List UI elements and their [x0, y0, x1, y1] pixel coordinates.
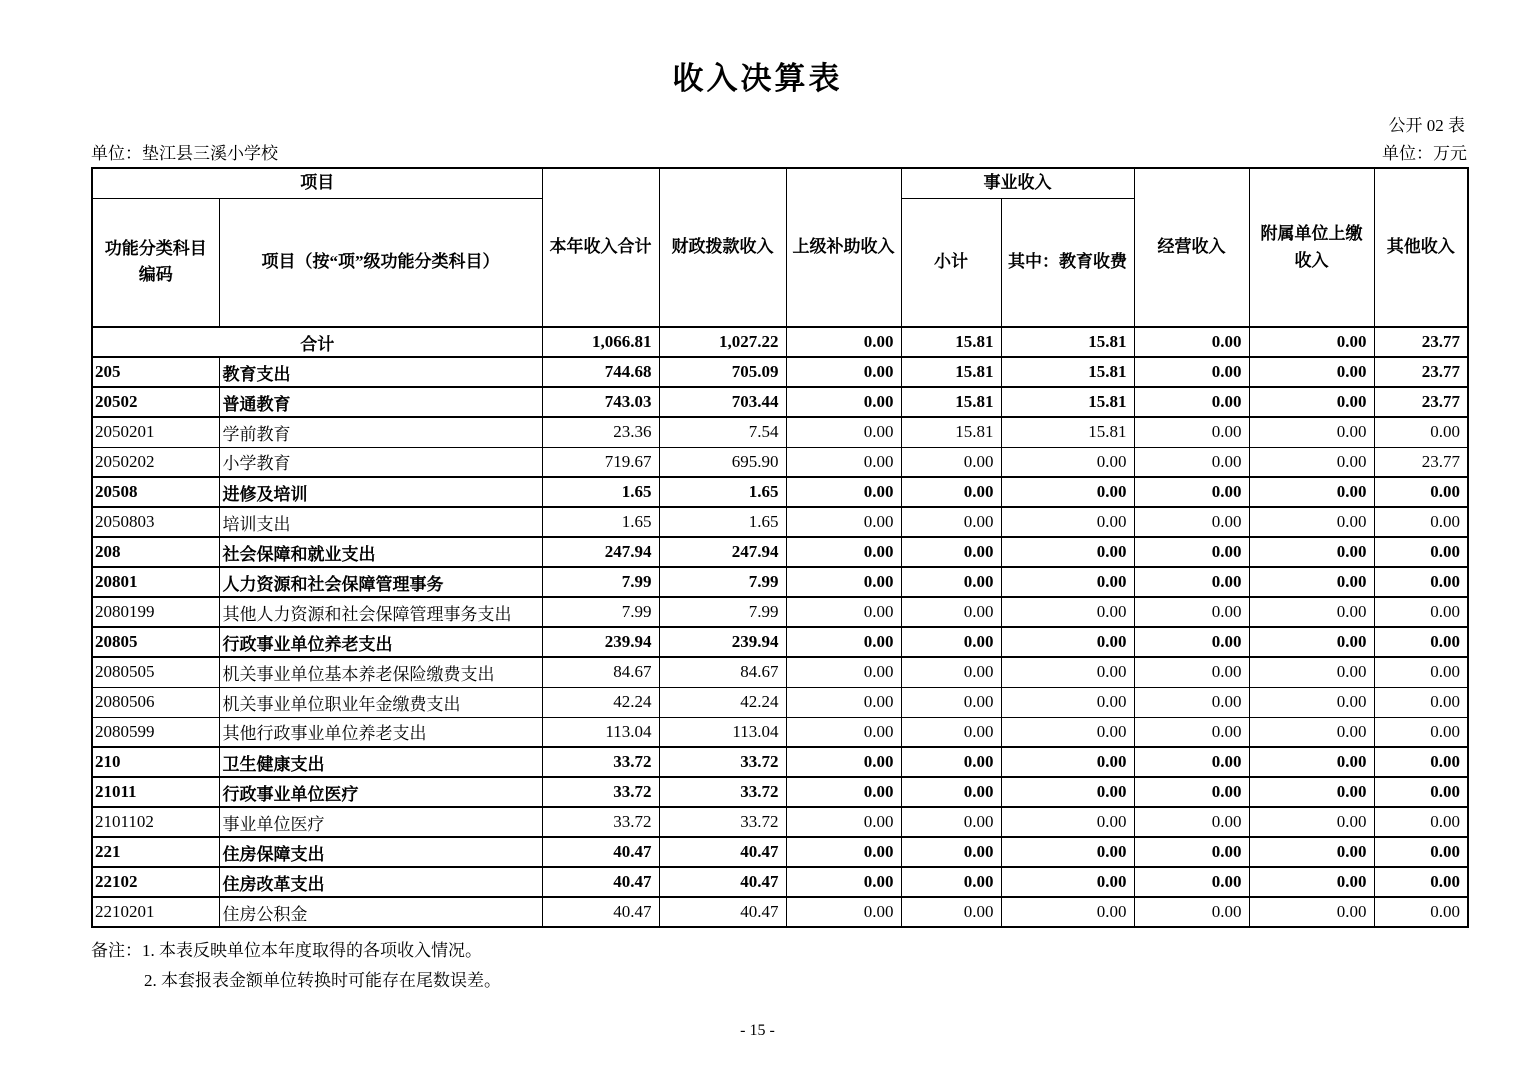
cell-code: 20801	[92, 567, 219, 597]
cell-value: 239.94	[542, 627, 659, 657]
cell-value: 15.81	[1001, 417, 1134, 447]
cell-value: 0.00	[1134, 447, 1249, 477]
cell-value: 0.00	[1249, 567, 1374, 597]
table-row	[92, 447, 1468, 477]
cell-value: 239.94	[659, 627, 786, 657]
table-row	[92, 897, 1468, 927]
cell-value: 1,066.81	[542, 327, 659, 357]
cell-value: 0.00	[786, 627, 901, 657]
cell-value: 0.00	[1249, 327, 1374, 357]
cell-value: 0.00	[1134, 627, 1249, 657]
table-header	[92, 168, 1468, 327]
cell-value: 719.67	[542, 447, 659, 477]
cell-name: 其他人力资源和社会保障管理事务支出	[219, 597, 542, 627]
cell-value: 23.77	[1374, 387, 1468, 417]
cell-value: 40.47	[659, 897, 786, 927]
cell-code: 208	[92, 537, 219, 567]
unit-currency-label: 单位：万元	[1382, 144, 1467, 164]
cell-code: 2210201	[92, 897, 219, 927]
cell-value: 0.00	[901, 837, 1001, 867]
cell-name: 行政事业单位医疗	[219, 777, 542, 807]
cell-value: 0.00	[1001, 897, 1134, 927]
cell-value: 40.47	[542, 867, 659, 897]
cell-value: 1.65	[542, 507, 659, 537]
cell-value: 0.00	[1001, 507, 1134, 537]
cell-value: 42.24	[542, 687, 659, 717]
cell-code: 2050202	[92, 447, 219, 477]
cell-value: 7.99	[659, 597, 786, 627]
cell-value: 33.72	[659, 747, 786, 777]
cell-value: 0.00	[1249, 447, 1374, 477]
cell-value: 0.00	[1134, 357, 1249, 387]
cell-value: 33.72	[542, 777, 659, 807]
header-function-code-line2: 编码	[138, 265, 173, 285]
notes	[91, 936, 1515, 996]
cell-value: 0.00	[1134, 867, 1249, 897]
cell-value: 0.00	[1374, 657, 1468, 687]
cell-value: 0.00	[1249, 417, 1374, 447]
unit-name-label: 单位：垫江县三溪小学校	[91, 144, 278, 164]
cell-code: 20508	[92, 477, 219, 507]
cell-code: 22102	[92, 867, 219, 897]
cell-value: 0.00	[901, 537, 1001, 567]
cell-value: 0.00	[786, 747, 901, 777]
cell-value: 23.36	[542, 417, 659, 447]
cell-value: 0.00	[1249, 807, 1374, 837]
cell-value: 0.00	[786, 537, 901, 567]
cell-value: 0.00	[1374, 837, 1468, 867]
header-business-income-group: 事业收入	[901, 168, 1134, 198]
cell-value: 0.00	[1249, 507, 1374, 537]
cell-value: 0.00	[1249, 747, 1374, 777]
cell-value: 0.00	[1249, 717, 1374, 747]
cell-value: 0.00	[1249, 627, 1374, 657]
cell-name: 机关事业单位基本养老保险缴费支出	[219, 657, 542, 687]
cell-value: 113.04	[542, 717, 659, 747]
header-total-income: 本年收入合计	[542, 168, 659, 327]
cell-value: 23.77	[1374, 327, 1468, 357]
cell-code: 2080199	[92, 597, 219, 627]
cell-value: 0.00	[1134, 567, 1249, 597]
table-row	[92, 507, 1468, 537]
table-row	[92, 867, 1468, 897]
cell-value: 247.94	[542, 537, 659, 567]
cell-name: 进修及培训	[219, 477, 542, 507]
cell-value: 0.00	[1374, 777, 1468, 807]
cell-value: 0.00	[1134, 597, 1249, 627]
page-title: 收入决算表	[672, 61, 843, 96]
cell-value: 15.81	[901, 417, 1001, 447]
cell-value: 0.00	[786, 657, 901, 687]
cell-value: 113.04	[659, 717, 786, 747]
cell-value: 40.47	[542, 837, 659, 867]
header-affiliated-line1: 附属单位上缴	[1260, 224, 1363, 244]
cell-code: 205	[92, 357, 219, 387]
cell-name: 培训支出	[219, 507, 542, 537]
cell-value: 0.00	[1374, 687, 1468, 717]
header-subtotal: 小计	[901, 198, 1001, 327]
cell-value: 0.00	[901, 567, 1001, 597]
cell-value: 705.09	[659, 357, 786, 387]
cell-name: 行政事业单位养老支出	[219, 627, 542, 657]
cell-value: 0.00	[901, 597, 1001, 627]
cell-name: 社会保障和就业支出	[219, 537, 542, 567]
cell-value: 1,027.22	[659, 327, 786, 357]
cell-value: 0.00	[1249, 477, 1374, 507]
cell-code: 2050803	[92, 507, 219, 537]
cell-value: 0.00	[786, 777, 901, 807]
cell-value: 0.00	[786, 717, 901, 747]
cell-value: 0.00	[1134, 327, 1249, 357]
cell-value: 15.81	[901, 387, 1001, 417]
cell-value: 0.00	[786, 567, 901, 597]
cell-name: 普通教育	[219, 387, 542, 417]
cell-value: 0.00	[786, 477, 901, 507]
cell-name: 住房保障支出	[219, 837, 542, 867]
header-project-detail: 项目（按“项”级功能分类科目）	[219, 198, 542, 327]
cell-code: 20805	[92, 627, 219, 657]
cell-value: 40.47	[659, 867, 786, 897]
cell-value: 0.00	[1374, 867, 1468, 897]
cell-code: 221	[92, 837, 219, 867]
cell-name: 住房公积金	[219, 897, 542, 927]
cell-value: 0.00	[901, 447, 1001, 477]
cell-value: 695.90	[659, 447, 786, 477]
cell-name: 事业单位医疗	[219, 807, 542, 837]
table-row	[92, 597, 1468, 627]
cell-value: 33.72	[659, 807, 786, 837]
cell-value: 0.00	[901, 627, 1001, 657]
cell-value: 0.00	[1249, 687, 1374, 717]
table-body	[92, 327, 1468, 927]
cell-value: 0.00	[786, 327, 901, 357]
cell-value: 0.00	[1249, 657, 1374, 687]
cell-code: 210	[92, 747, 219, 777]
cell-code: 2080505	[92, 657, 219, 687]
cell-name: 合计	[92, 327, 542, 357]
table-row	[92, 327, 1468, 357]
cell-value: 0.00	[1249, 387, 1374, 417]
header-function-code	[92, 198, 219, 327]
cell-value: 0.00	[901, 867, 1001, 897]
cell-value: 247.94	[659, 537, 786, 567]
cell-value: 0.00	[786, 867, 901, 897]
unit-row	[91, 139, 1467, 164]
cell-value: 0.00	[786, 417, 901, 447]
cell-value: 0.00	[1001, 867, 1134, 897]
cell-value: 0.00	[1134, 477, 1249, 507]
cell-value: 0.00	[1001, 627, 1134, 657]
cell-value: 0.00	[786, 897, 901, 927]
cell-value: 0.00	[1134, 837, 1249, 867]
cell-code: 21011	[92, 777, 219, 807]
cell-value: 0.00	[901, 477, 1001, 507]
cell-value: 40.47	[542, 897, 659, 927]
cell-value: 0.00	[1374, 597, 1468, 627]
cell-value: 0.00	[1001, 597, 1134, 627]
cell-value: 33.72	[542, 807, 659, 837]
header-project-group: 项目	[92, 168, 542, 198]
cell-value: 33.72	[659, 777, 786, 807]
cell-value: 0.00	[1134, 657, 1249, 687]
cell-name: 人力资源和社会保障管理事务	[219, 567, 542, 597]
header-superior-subsidy: 上级补助收入	[786, 168, 901, 327]
cell-value: 0.00	[1134, 807, 1249, 837]
cell-value: 23.77	[1374, 447, 1468, 477]
cell-value: 33.72	[542, 747, 659, 777]
cell-value: 0.00	[1249, 357, 1374, 387]
cell-value: 7.54	[659, 417, 786, 447]
cell-value: 23.77	[1374, 357, 1468, 387]
table-row	[92, 477, 1468, 507]
cell-value: 15.81	[901, 357, 1001, 387]
cell-value: 0.00	[1001, 567, 1134, 597]
cell-value: 0.00	[786, 507, 901, 537]
cell-value: 15.81	[1001, 327, 1134, 357]
income-table	[91, 167, 1469, 928]
cell-name: 卫生健康支出	[219, 747, 542, 777]
cell-value: 0.00	[1134, 537, 1249, 567]
note-line-2: 2. 本套报表金额单位转换时可能存在尾数误差。	[144, 970, 501, 990]
cell-value: 0.00	[1134, 507, 1249, 537]
cell-code: 20502	[92, 387, 219, 417]
cell-value: 0.00	[1374, 507, 1468, 537]
cell-code: 2101102	[92, 807, 219, 837]
cell-value: 0.00	[786, 357, 901, 387]
cell-value: 0.00	[786, 447, 901, 477]
cell-value: 0.00	[1249, 897, 1374, 927]
header-operating-income: 经营收入	[1134, 168, 1249, 327]
cell-value: 7.99	[542, 597, 659, 627]
cell-value: 0.00	[1374, 537, 1468, 567]
header-other-income: 其他收入	[1374, 168, 1468, 327]
table-row	[92, 657, 1468, 687]
cell-value: 0.00	[1134, 747, 1249, 777]
header-affiliated-line2: 收入	[1294, 250, 1329, 270]
cell-value: 15.81	[1001, 357, 1134, 387]
cell-value: 0.00	[901, 777, 1001, 807]
cell-name: 学前教育	[219, 417, 542, 447]
cell-value: 0.00	[1001, 447, 1134, 477]
table-row	[92, 357, 1468, 387]
cell-value: 0.00	[786, 597, 901, 627]
cell-value: 0.00	[1001, 537, 1134, 567]
cell-value: 0.00	[901, 717, 1001, 747]
table-row	[92, 837, 1468, 867]
cell-value: 0.00	[1249, 867, 1374, 897]
cell-value: 0.00	[1374, 717, 1468, 747]
cell-code: 2080599	[92, 717, 219, 747]
cell-code: 2050201	[92, 417, 219, 447]
cell-value: 0.00	[1374, 567, 1468, 597]
cell-name: 机关事业单位职业年金缴费支出	[219, 687, 542, 717]
cell-value: 84.67	[542, 657, 659, 687]
cell-value: 84.67	[659, 657, 786, 687]
cell-value: 0.00	[1249, 837, 1374, 867]
cell-value: 0.00	[786, 387, 901, 417]
page-number: - 15 -	[740, 1021, 775, 1039]
cell-value: 0.00	[1374, 477, 1468, 507]
cell-value: 0.00	[1134, 717, 1249, 747]
cell-value: 0.00	[1374, 747, 1468, 777]
cell-value: 1.65	[542, 477, 659, 507]
header-education-fee: 其中：教育收费	[1001, 198, 1134, 327]
cell-value: 7.99	[542, 567, 659, 597]
header-fiscal-income: 财政拨款收入	[659, 168, 786, 327]
table-row	[92, 417, 1468, 447]
cell-value: 0.00	[1249, 537, 1374, 567]
cell-value: 0.00	[1249, 597, 1374, 627]
cell-value: 0.00	[901, 657, 1001, 687]
table-row	[92, 627, 1468, 657]
cell-value: 0.00	[1134, 417, 1249, 447]
table-row	[92, 777, 1468, 807]
cell-name: 其他行政事业单位养老支出	[219, 717, 542, 747]
table-row	[92, 537, 1468, 567]
note-line-1: 备注：1. 本表反映单位本年度取得的各项收入情况。	[91, 941, 482, 961]
table-row	[92, 747, 1468, 777]
cell-value: 40.47	[659, 837, 786, 867]
cell-value: 0.00	[1134, 777, 1249, 807]
cell-value: 743.03	[542, 387, 659, 417]
cell-value: 42.24	[659, 687, 786, 717]
cell-value: 0.00	[1374, 897, 1468, 927]
cell-value: 0.00	[901, 807, 1001, 837]
cell-value: 1.65	[659, 507, 786, 537]
cell-name: 小学教育	[219, 447, 542, 477]
cell-value: 0.00	[1001, 777, 1134, 807]
cell-value: 0.00	[1001, 747, 1134, 777]
cell-value: 1.65	[659, 477, 786, 507]
cell-value: 0.00	[1374, 627, 1468, 657]
cell-value: 0.00	[901, 687, 1001, 717]
cell-value: 0.00	[1374, 417, 1468, 447]
table-row	[92, 687, 1468, 717]
cell-name: 教育支出	[219, 357, 542, 387]
table-row	[92, 807, 1468, 837]
cell-value: 0.00	[786, 837, 901, 867]
cell-value: 0.00	[1134, 387, 1249, 417]
cell-value: 0.00	[786, 687, 901, 717]
cell-value: 0.00	[901, 507, 1001, 537]
cell-value: 0.00	[1001, 717, 1134, 747]
table-row	[92, 567, 1468, 597]
cell-code: 2080506	[92, 687, 219, 717]
cell-name: 住房改革支出	[219, 867, 542, 897]
cell-value: 0.00	[1001, 807, 1134, 837]
cell-value: 0.00	[1001, 837, 1134, 867]
table-code-label: 公开 02 表	[1388, 116, 1465, 136]
header-affiliated-income	[1249, 168, 1374, 327]
cell-value: 0.00	[1134, 687, 1249, 717]
cell-value: 703.44	[659, 387, 786, 417]
cell-value: 0.00	[901, 747, 1001, 777]
cell-value: 0.00	[1001, 687, 1134, 717]
cell-value: 15.81	[1001, 387, 1134, 417]
cell-value: 0.00	[786, 807, 901, 837]
cell-value: 0.00	[901, 897, 1001, 927]
table-row	[92, 717, 1468, 747]
cell-value: 0.00	[1001, 657, 1134, 687]
cell-value: 0.00	[1249, 777, 1374, 807]
cell-value: 0.00	[1001, 477, 1134, 507]
cell-value: 0.00	[1374, 807, 1468, 837]
header-function-code-line1: 功能分类科目	[104, 238, 207, 258]
cell-value: 744.68	[542, 357, 659, 387]
cell-value: 0.00	[1134, 897, 1249, 927]
cell-value: 7.99	[659, 567, 786, 597]
cell-value: 15.81	[901, 327, 1001, 357]
table-row	[92, 387, 1468, 417]
